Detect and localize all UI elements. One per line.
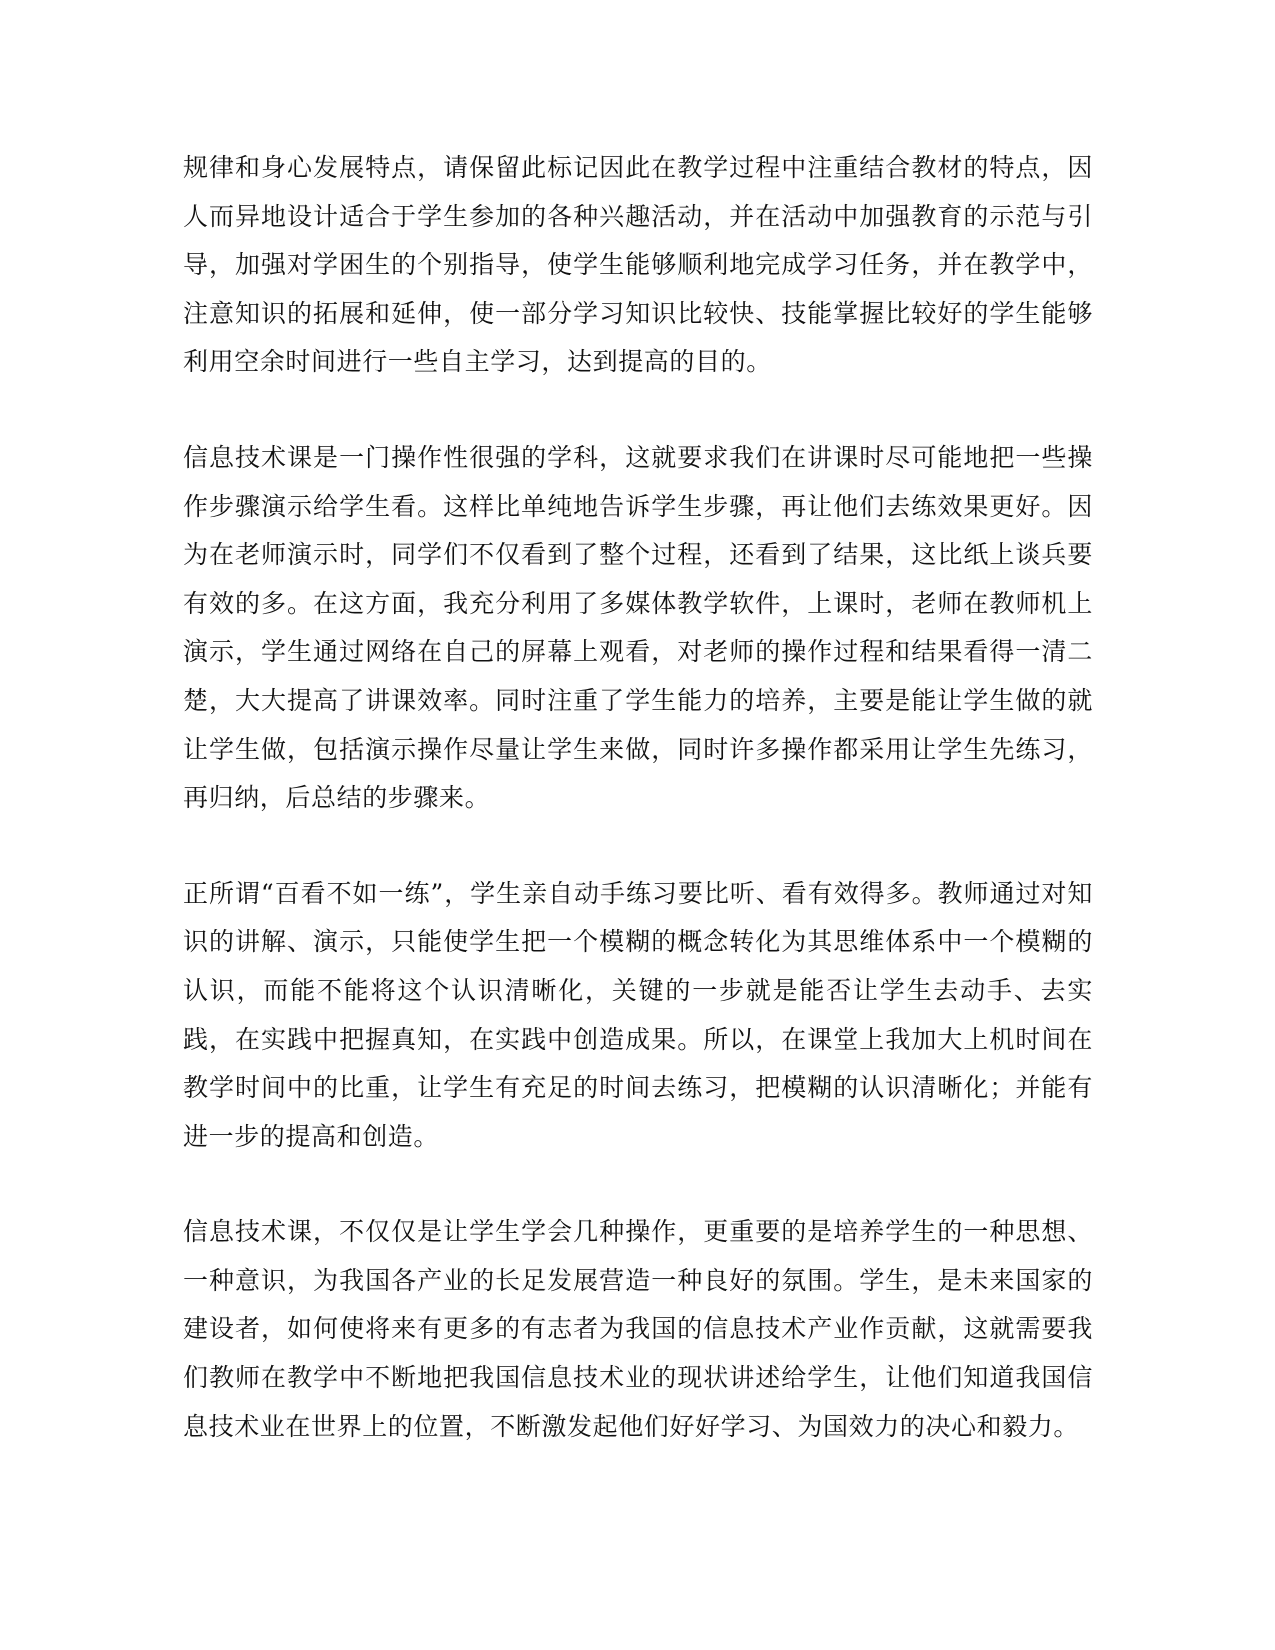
paragraph-3: 正所谓“百看不如一练”，学生亲自动手练习要比听、看有效得多。教师通过对知识的讲解、演示，只能使学生把一个模糊的概念转化为其思维体系中一个模糊的认识，而能不能将这个认识清晰化，关键的一步就是能否让学生去动手、去实践，在实践中把握真知，在实践中创造成果。所以，在课堂上我加大上机时间在教学时间中的比重，让学生有充足的时间去练习，把模糊的认识清晰化；并能有进一步的提高和创造。 — [183, 878, 1093, 1151]
paragraph-2: 信息技术课是一门操作性很强的学科，这就要求我们在讲课时尽可能地把一些操作步骤演示给学生看。这样比单纯地告诉学生步骤，再让他们去练效果更好。因为在老师演示时，同学们不仅看到了整个过程，还看到了结果，这比纸上谈兵要有效的多。在这方面，我充分利用了多媒体教学软件，上课时，老师在教师机上演示，学生通过网络在自己的屏幕上观看，对老师的操作过程和结果看得一清二楚，大大提高了讲课效率。同时注重了学生能力的培养，主要是能让学生做的就让学生做，包括演示操作尽量让学生来做，同时许多操作都采用让学生先练习，再归纳，后总结的步骤来。 — [183, 442, 1093, 813]
document-body — [183, 144, 1093, 1451]
paragraph-4: 信息技术课，不仅仅是让学生学会几种操作，更重要的是培养学生的一种思想、一种意识，为我国各产业的长足发展营造一种良好的氛围。学生，是未来国家的建设者，如何使将来有更多的有志者为我国的信息技术产业作贡献，这就需要我们教师在教学中不断地把我国信息技术业的现状讲述给学生，让他们知道我国信息技术业在世界上的位置，不断激发起他们好好学习、为国效力的决心和毅力。 — [183, 1217, 1093, 1441]
paragraph-1: 规律和身心发展特点，请保留此标记因此在教学过程中注重结合教材的特点，因人而异地设计适合于学生参加的各种兴趣活动，并在活动中加强教育的示范与引导，加强对学困生的个别指导，使学生能够顺利地完成学习任务，并在教学中，注意知识的拓展和延伸，使一部分学习知识比较快、技能掌握比较好的学生能够利用空余时间进行一些自主学习，达到提高的目的。 — [183, 153, 1093, 377]
